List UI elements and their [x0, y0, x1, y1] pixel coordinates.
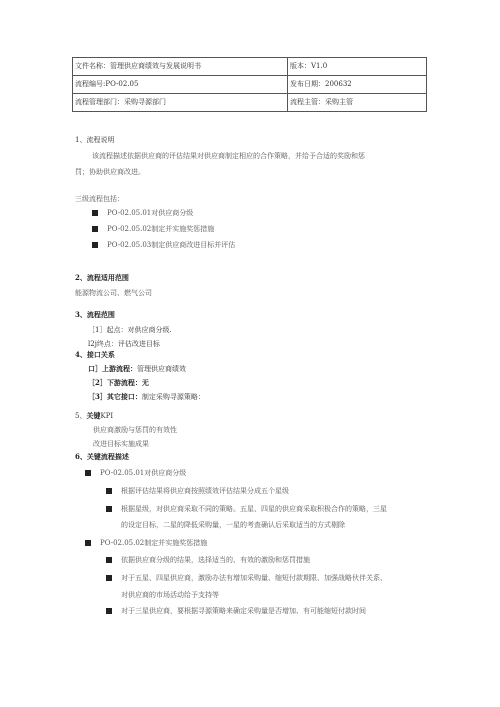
document-header-table — [72, 57, 427, 112]
header-row — [73, 76, 427, 94]
list-item: PO-02.05.01对供应商分级 — [92, 209, 193, 217]
list-item: 根据评估结果将供应商按照绩效评估结果分成五个星级 — [106, 487, 289, 495]
header-row — [73, 94, 427, 112]
section-6-title: 6、关键流程描述 — [75, 452, 129, 461]
header-row — [73, 58, 427, 76]
section-1-title: 1、流程说明 — [75, 136, 115, 144]
owner-cell: 流程主管：采购主管 — [288, 94, 427, 112]
publish-date-cell: 发布日期：200632 — [288, 76, 427, 94]
section-1-sub-intro: 三级流程包括： — [75, 195, 124, 203]
other-interface-label: ［3］其它接口： — [88, 392, 142, 401]
list-item: PO-02.05.03制定供应商改进目标并评估 — [92, 241, 235, 249]
upstream-line — [88, 365, 186, 373]
square-bullet-icon — [106, 608, 112, 614]
list-item: 依据供应商分级的结果，选择适当的、有效的激励和惩罚措施 — [106, 556, 310, 564]
section-5-title: 5、关键KPI — [75, 411, 114, 420]
list-item: 根据星级，对供应商采取不同的策略。五星、四星的供应商采取积极合作的策略，三星 — [106, 505, 387, 513]
section-3-end: l2j终点：评估改进目标 — [88, 340, 160, 348]
section-2-text: 能源物流公司、燃气公司 — [75, 289, 152, 297]
kpi-item: 改进目标实施成果 — [93, 440, 149, 448]
version-cell: 版本：V1.0 — [288, 58, 427, 76]
list-item-continuation: 对供应商的市场活动给予支持等 — [121, 591, 219, 599]
group-title: PO-02.05.01对供应商分级 — [85, 469, 186, 477]
upstream-value: 管理供应商绩效 — [137, 365, 186, 373]
list-item-continuation: 的设定目标，二星的降低采购量，一星的考查确认后采取适当的方式剔除 — [121, 521, 345, 529]
other-interface-line — [88, 393, 205, 401]
upstream-label: 口］上游流程： — [88, 364, 137, 373]
section-1-paragraph-line-1: 该流程描述依据供应商的评估结果对供应商制定相应的合作策略，并给予合适的奖励和惩 — [92, 152, 365, 160]
section-3-title: 3、流程范围 — [75, 310, 115, 319]
doc-name-cell: 文件名称：管理供应商绩效与发展说明书 — [73, 58, 288, 76]
list-item: 对于三星供应商，要根据寻源策略来确定采购量是否增加、有可能缩短付款时间 — [106, 607, 366, 615]
square-bullet-icon — [106, 575, 112, 581]
square-bullet-icon — [106, 488, 112, 494]
square-bullet-icon — [85, 470, 91, 476]
square-bullet-icon — [92, 242, 98, 248]
section-1-paragraph-line-2: 罚；协助供应商改进。 — [75, 168, 145, 176]
square-bullet-icon — [106, 506, 112, 512]
section-4-title: 4、接口关系 — [75, 350, 115, 359]
square-bullet-icon — [85, 540, 91, 546]
section-2-title: 2、流程适用范围 — [75, 273, 129, 282]
flow-no-cell: 流程编号:PO-02.05 — [73, 76, 288, 94]
downstream-line: ［2］下游流程：无 — [88, 378, 149, 387]
list-item: 对于五星、四星供应商，激励办法有增加采购量、缩短付款期限、加强战略伙伴关系、 — [106, 574, 387, 582]
dept-cell: 流程管理部门：采购寻源部门 — [73, 94, 288, 112]
kpi-item: 供应商激励与惩罚的有效性 — [93, 426, 177, 434]
square-bullet-icon — [106, 557, 112, 563]
group-title: PO-02.05.02制定并实施奖惩措施 — [85, 539, 207, 547]
other-interface-value: 制定采购寻源策略： — [141, 393, 205, 401]
section-1-heading — [75, 136, 114, 144]
square-bullet-icon — [92, 210, 98, 216]
section-3-start: ［1］起点：对供应商分级. — [88, 326, 172, 334]
list-item: PO-02.05.02制定并实施奖惩措施 — [92, 225, 214, 233]
square-bullet-icon — [92, 226, 98, 232]
